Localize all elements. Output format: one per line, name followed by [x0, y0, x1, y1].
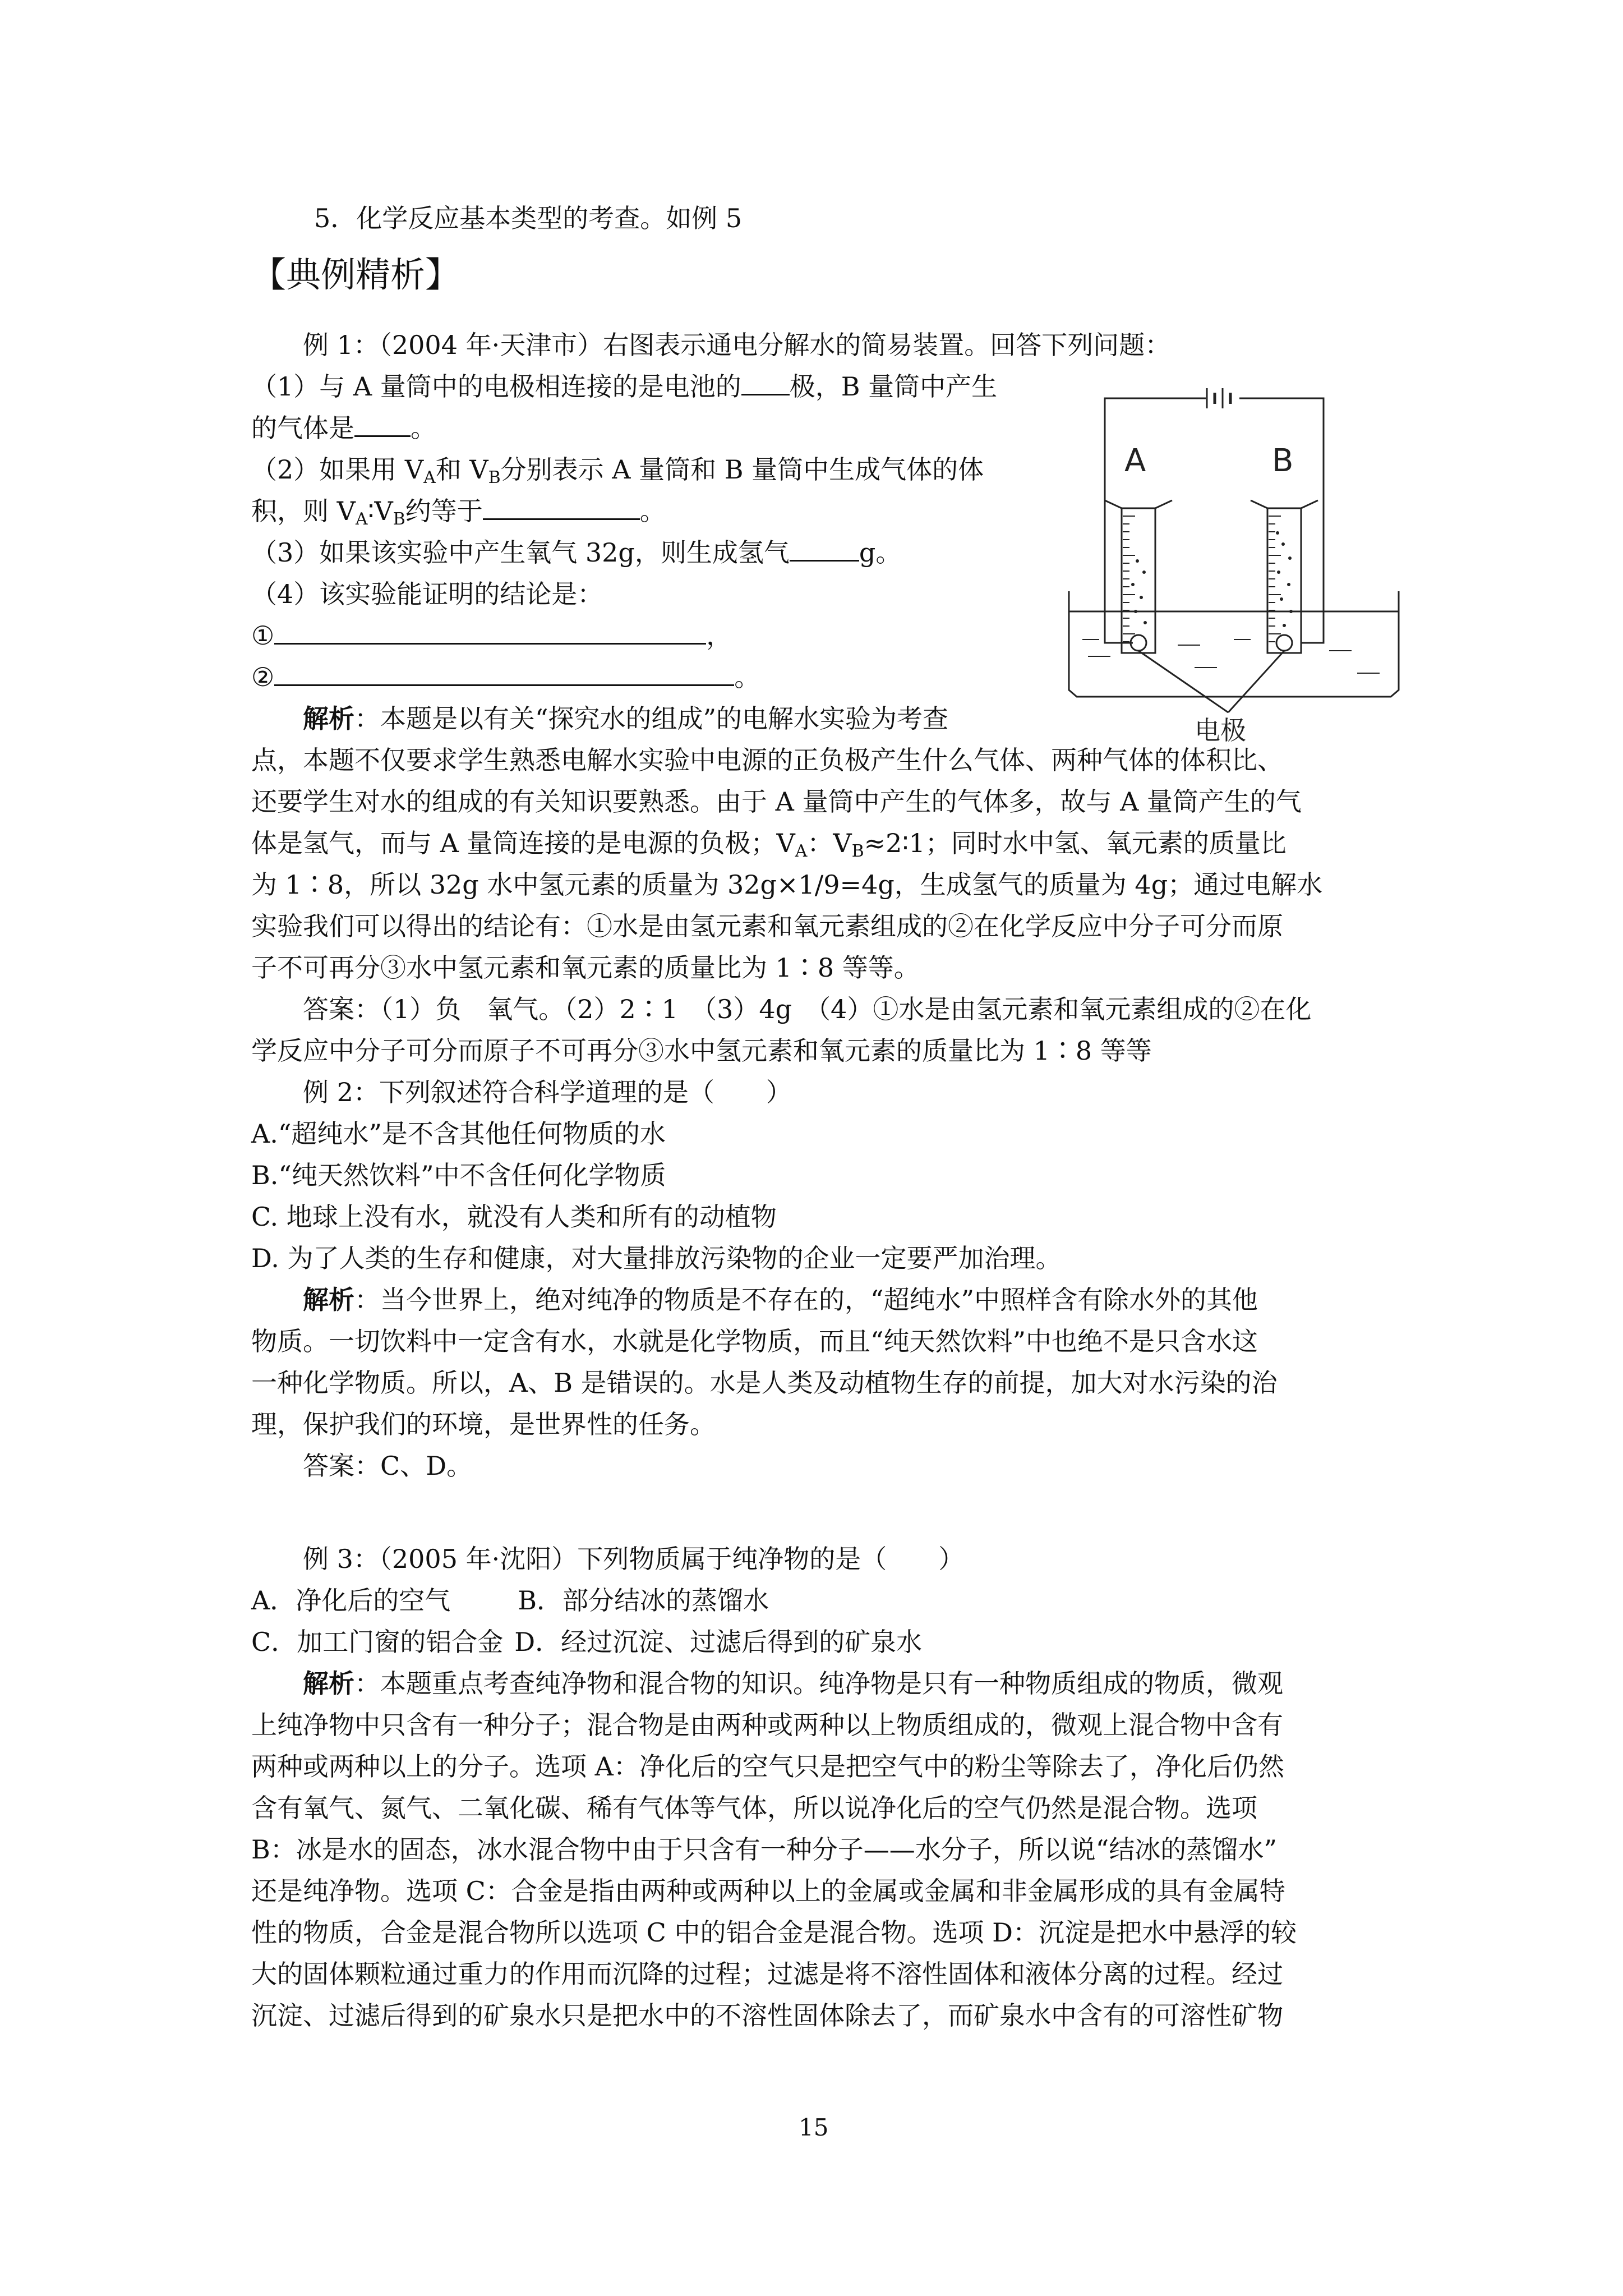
ex2-analysis-line1: 解析：当今世界上，绝对纯净的物质是不存在的，“超纯水”中照样含有除水外的其他 — [303, 1285, 1258, 1315]
answer-blank — [274, 620, 706, 645]
answer-blank — [354, 413, 411, 437]
ex3-analysis-line3: 两种或两种以上的分子。选项 A：净化后的空气只是把空气中的粉尘等除去了，净化后仍然 — [251, 1751, 1284, 1782]
ex1-question-2-line1: （2）如果用 $V_A$和 $V_B$分别表示 A 量筒和 B 量筒中生成气体的体 — [251, 454, 984, 487]
bubble — [1288, 556, 1292, 560]
ex3-analysis-line7: 性的物质，合金是混合物所以选项 C 中的铝合金是混合物。选项 D：沉淀是把水中悬浮的较 — [251, 1917, 1297, 1948]
ex1-question-2-line2: 积，则 $V_A∶V_B$约等于 。 — [251, 496, 666, 529]
bubble — [1277, 570, 1280, 574]
cylinder-a-ticks — [1123, 516, 1135, 642]
ex3-analysis-line6: 还是纯净物。选项 C：合金是指由两种或两种以上的金属或金属和非金属形成的具有金属特 — [251, 1876, 1285, 1906]
ex1-analysis-line2: 点，本题不仅要求学生熟悉电解水实验中电源的正负极产生什么气体、两种气体的体积比、 — [251, 745, 1283, 775]
ex3-analysis-line9: 沉淀、过滤后得到的矿泉水只是把水中的不溶性固体除去了，而矿泉水中含有的可溶性矿物 — [251, 2000, 1283, 2031]
ex2-answer: 答案：C、D。 — [303, 1451, 473, 1481]
ex1-question-1-line2: 的气体是 。 — [251, 413, 436, 443]
bubble — [1276, 531, 1279, 535]
ex3-analysis-line8: 大的固体颗粒通过重力的作用而沉降的过程；过滤是将不溶性固体和液体分离的过程。经过 — [251, 1959, 1283, 1989]
cylinder-b-label: B — [1272, 443, 1294, 479]
cylinder-b-ticks — [1269, 516, 1281, 642]
ex1-blank-1: ① ， — [251, 620, 732, 651]
ex3-analysis-line2: 上纯净物中只含有一种分子；混合物是由两种或两种以上物质组成的，微观上混合物中含有 — [251, 1710, 1283, 1740]
electrode-b — [1276, 635, 1292, 651]
section-5-line: 5．化学反应基本类型的考查。如例 5 — [314, 203, 743, 233]
answer-blank — [274, 662, 734, 686]
ex1-analysis-line5: 为 1∶8，所以 32g 水中氢元素的质量为 32g×1/9=4g，生成氢气的质量为 4g；通过电解水 — [251, 869, 1323, 900]
bubble — [1144, 621, 1147, 624]
ex1-answer-line1: 答案：（1）负 氧气。（2）2∶1 （3）4g （4）①水是由氢元素和氧元素组成的②在化 — [303, 994, 1312, 1024]
bubble — [1280, 597, 1283, 601]
ex2-analysis-line2: 物质。一切饮料中一定含有水，水就是化学物质，而且“纯天然饮料”中也绝不是只含水这 — [251, 1326, 1258, 1356]
answer-blank — [741, 371, 790, 395]
answer-blank — [790, 537, 859, 562]
ex1-blank-2: ② 。 — [251, 662, 760, 692]
ex1-analysis-line1: 解析：本题是以有关“探究水的组成”的电解水实验为考查 — [303, 703, 949, 734]
bubble — [1134, 610, 1137, 613]
bubble — [1140, 596, 1143, 599]
bubble — [1142, 570, 1146, 574]
ex2-option-a: A.“超纯水”是不含其他任何物质的水 — [251, 1119, 666, 1149]
ex1-question-3: （3）如果该实验中产生氧气 32g，则生成氢气 g。 — [251, 537, 902, 568]
ex2-option-d: D. 为了人类的生存和健康，对大量排放污染物的企业一定要严加治理。 — [251, 1243, 1062, 1273]
ex3-options-row2: C．加工门窗的铝合金 D．经过沉淀、过滤后得到的矿泉水 — [251, 1627, 923, 1657]
electrode-label: 电极 — [1195, 715, 1246, 746]
example-1-intro: 例 1：（2004 年·天津市）右图表示通电分解水的简易装置。回答下列问题： — [303, 330, 1171, 360]
ex2-option-c: C. 地球上没有水，就没有人类和所有的动植物 — [251, 1202, 777, 1232]
ex1-question-1-line1: （1）与 A 量筒中的电极相连接的是电池的 极，B 量筒中产生 — [251, 371, 998, 402]
page-number: 15 — [799, 2114, 829, 2141]
ex1-analysis-line7: 子不可再分③水中氢元素和氧元素的质量比为 1∶8 等等。 — [251, 953, 920, 983]
pointer-line — [1228, 651, 1284, 712]
bubble — [1289, 610, 1293, 613]
bubble — [1283, 624, 1286, 627]
ex1-answer-line2: 学反应中分子可分而原子不可再分③水中氢元素和氧元素的质量比为 1∶8 等等 — [251, 1036, 1152, 1066]
bubble — [1131, 583, 1135, 586]
cylinder-a — [1105, 500, 1172, 653]
ex3-analysis-line1: 解析：本题重点考查纯净物和混合物的知识。纯净物是只有一种物质组成的物质，微观 — [303, 1668, 1283, 1699]
electrode-a — [1131, 635, 1146, 651]
electrolysis-apparatus-diagram — [1066, 376, 1436, 746]
answer-blank — [483, 496, 640, 520]
water-trough — [1069, 591, 1399, 697]
pointer-line — [1138, 651, 1228, 712]
bubble — [1281, 542, 1285, 546]
example-3-intro: 例 3：（2005 年·沈阳）下列物质属于纯净物的是（ ） — [303, 1544, 965, 1574]
ex1-analysis-line3: 还要学生对水的组成的有关知识要熟悉。由于 A 量筒中产生的气体多，故与 A 量筒产生的气 — [251, 786, 1302, 817]
section-heading: 【典例精析】 — [251, 254, 460, 295]
ex2-option-b: B.“纯天然饮料”中不含任何化学物质 — [251, 1160, 666, 1190]
ex3-options-row1: A．净化后的空气 B．部分结冰的蒸馏水 — [251, 1585, 769, 1616]
ex3-analysis-line5: B：冰是水的固态，冰水混合物中由于只含有一种分子——水分子，所以说“结冰的蒸馏水” — [251, 1834, 1277, 1865]
wire-right — [1239, 398, 1324, 643]
ex2-analysis-line3: 一种化学物质。所以，A、B 是错误的。水是人类及动植物生存的前提，加大对水污染的治 — [251, 1368, 1278, 1398]
ex2-analysis-line4: 理，保护我们的环境，是世界性的任务。 — [251, 1409, 716, 1439]
example-2-intro: 例 2：下列叙述符合科学道理的是（ ） — [303, 1077, 792, 1107]
bubble — [1136, 559, 1139, 563]
bubble — [1287, 583, 1290, 586]
ex1-question-4: （4）该实验能证明的结论是： — [251, 579, 603, 609]
cylinder-b — [1251, 500, 1318, 653]
ex1-analysis-line4: 体是氢气，而与 A 量筒连接的是电源的负极；$V_A$：$V_B\approx 2∶1$；同时水中氢、氧元素的质量比 — [251, 828, 1287, 861]
ex1-analysis-line6: 实验我们可以得出的结论有：①水是由氢元素和氧元素组成的②在化学反应中分子可分而原 — [251, 911, 1283, 941]
ex3-analysis-line4: 含有氧气、氮气、二氧化碳、稀有气体等气体，所以说净化后的空气仍然是混合物。选项 — [251, 1793, 1257, 1823]
cylinder-a-label: A — [1124, 443, 1146, 479]
